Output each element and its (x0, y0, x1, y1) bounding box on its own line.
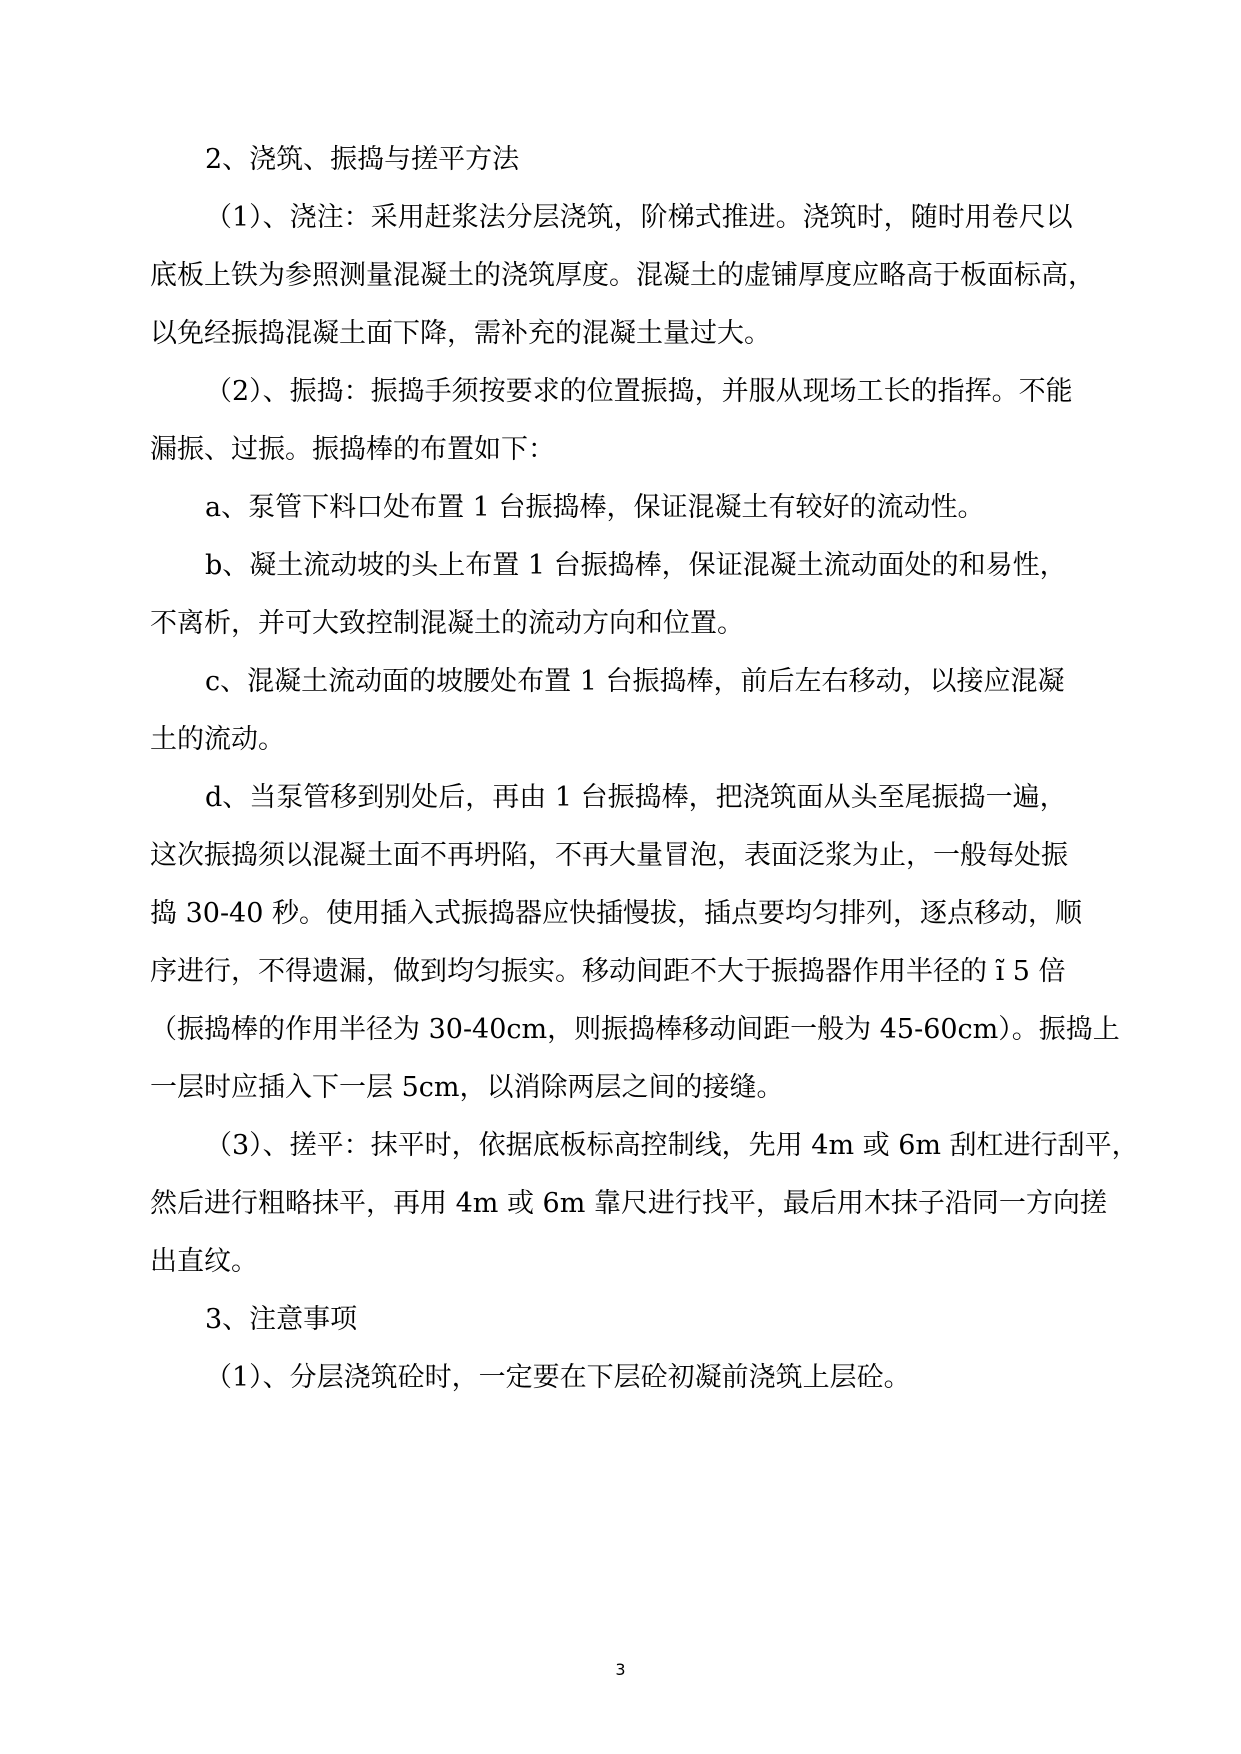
paragraph-pouring-line-2: 底板上铁为参照测量混凝土的浇筑厚度。混凝土的虚铺厚度应略高于板面标高， (150, 260, 1095, 291)
list-item-d-line-4: 序进行，不得遗漏，做到均匀振实。移动间距不大于振捣器作用半径的 ĩ 5 倍 (150, 956, 1066, 987)
paragraph-pouring-line-1: （1）、浇注：采用赶浆法分层浇筑，阶梯式推进。浇筑时，随时用卷尺以 (205, 202, 1073, 233)
section-heading-pouring-method: 2、浇筑、振捣与搓平方法 (205, 144, 520, 175)
paragraph-vibrating-line-1: （2）、振捣：振捣手须按要求的位置振捣，并服从现场工长的指挥。不能 (205, 376, 1073, 407)
paragraph-pouring-line-3: 以免经振捣混凝土面下降，需补充的混凝土量过大。 (150, 318, 771, 349)
list-item-d-line-6: 一层时应插入下一层 5cm，以消除两层之间的接缝。 (150, 1072, 784, 1103)
list-item-b-line-2: 不离析，并可大致控制混凝土的流动方向和位置。 (150, 608, 744, 639)
paragraph-leveling-line-2: 然后进行粗略抹平，再用 4m 或 6m 靠尺进行找平，最后用木抹子沿同一方向搓 (150, 1188, 1107, 1219)
list-item-b-line-1: b、凝土流动坡的头上布置 1 台振捣棒，保证混凝土流动面处的和易性， (205, 550, 1067, 581)
page-number: 3 (615, 1660, 626, 1679)
section-heading-precautions: 3、注意事项 (205, 1304, 358, 1335)
paragraph-precautions-line-1: （1）、分层浇筑砼时，一定要在下层砼初凝前浇筑上层砼。 (205, 1362, 911, 1393)
list-item-d-line-2: 这次振捣须以混凝土面不再坍陷，不再大量冒泡，表面泛浆为止，一般每处振 (150, 840, 1068, 871)
list-item-d-line-5: （振捣棒的作用半径为 30-40cm，则振捣棒移动间距一般为 45-60cm）。振捣上 (150, 1014, 1120, 1045)
list-item-c-line-1: c、混凝土流动面的坡腰处布置 1 台振捣棒，前后左右移动，以接应混凝 (205, 666, 1065, 697)
list-item-d-line-3: 捣 30-40 秒。使用插入式振捣器应快插慢拔，插点要均匀排列，逐点移动，顺 (150, 898, 1082, 929)
paragraph-vibrating-line-2: 漏振、过振。振捣棒的布置如下： (150, 434, 555, 465)
paragraph-leveling-line-3: 出直纹。 (150, 1246, 258, 1277)
list-item-c-line-2: 土的流动。 (150, 724, 285, 755)
list-item-a: a、泵管下料口处布置 1 台振捣棒，保证混凝土有较好的流动性。 (205, 492, 985, 523)
paragraph-leveling-line-1: （3）、搓平：抹平时，依据底板标高控制线，先用 4m 或 6m 刮杠进行刮平， (205, 1130, 1139, 1161)
list-item-d-line-1: d、当泵管移到别处后，再由 1 台振捣棒，把浇筑面从头至尾振捣一遍， (205, 782, 1067, 813)
